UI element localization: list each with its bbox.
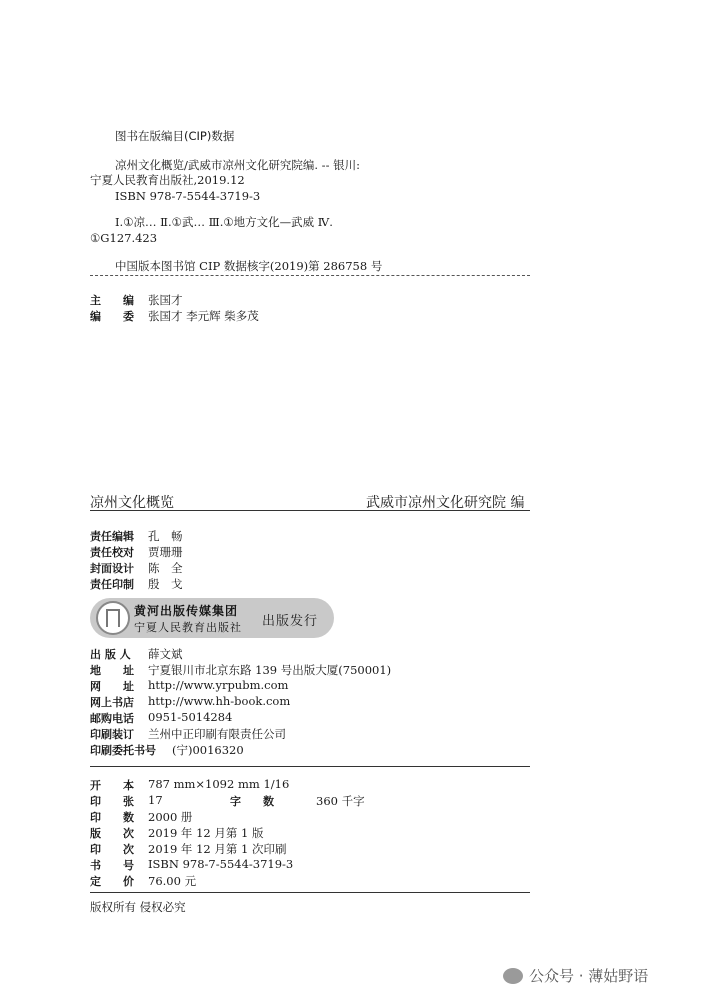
cip-line-3: ISBN 978-7-5544-3719-3 [115, 189, 261, 203]
staff-label-2: 责任校对 [90, 546, 134, 559]
specs-divider [90, 892, 530, 893]
staff-label-4: 责任印制 [90, 578, 134, 591]
publisher-emblem-icon [96, 601, 130, 635]
cip-divider [90, 275, 530, 276]
edition-label: 版 次 [90, 827, 134, 840]
printer-label: 印刷装订 [90, 728, 134, 741]
printer-value: 兰州中正印刷有限责任公司 [148, 727, 286, 741]
print-order-value: (宁)0016320 [172, 743, 244, 757]
isbn-value: ISBN 978-7-5544-3719-3 [148, 857, 294, 871]
isbn-label: 书 号 [90, 859, 134, 872]
publisher-label: 出 版 人 [90, 648, 131, 661]
staff-value-3: 陈 全 [148, 561, 183, 575]
cip-line-6: 中国版本图书馆 CIP 数据核字(2019)第 286758 号 [115, 259, 383, 273]
staff-value-4: 殷 戈 [148, 577, 183, 591]
publisher-distribution-label: 出版发行 [262, 614, 319, 629]
words-value: 360 千字 [316, 794, 365, 808]
publisher-group-name: 黄河出版传媒集团 [134, 604, 239, 618]
print-qty-label: 印 数 [90, 811, 134, 824]
website-label: 网 址 [90, 680, 134, 693]
committee-value: 张国才 李元辉 柴多茂 [148, 309, 259, 323]
words-label: 字 数 [230, 795, 274, 808]
impression-value: 2019 年 12 月第 1 次印刷 [148, 842, 287, 856]
online-store-value[interactable]: http://www.hh-book.com [148, 694, 291, 708]
staff-label-1: 责任编辑 [90, 530, 134, 543]
address-value: 宁夏银川市北京东路 139 号出版大厦(750001) [148, 663, 392, 677]
cip-line-4: Ⅰ.①凉… Ⅱ.①武… Ⅲ.①地方文化—武威 Ⅳ. [115, 215, 333, 229]
cip-line-1: 凉州文化概览/武威市凉州文化研究院编. -- 银川: [115, 158, 360, 172]
book-author: 武威市凉州文化研究院 编 [366, 495, 525, 511]
chief-editor-label: 主 编 [90, 294, 134, 307]
format-label: 开 本 [90, 779, 134, 792]
chief-editor-value: 张国才 [148, 293, 183, 307]
copyright-notice: 版权所有 侵权必究 [90, 900, 186, 914]
watermark-text: 公众号 · 薄姑野语 [529, 967, 649, 985]
print-qty-value: 2000 册 [148, 810, 193, 824]
format-value: 787 mm×1092 mm 1/16 [148, 777, 290, 791]
staff-value-2: 贾珊珊 [148, 545, 183, 559]
publisher-house-name: 宁夏人民教育出版社 [134, 621, 242, 634]
address-label: 地 址 [90, 664, 134, 677]
title-divider [90, 510, 530, 511]
website-value[interactable]: http://www.yrpubm.com [148, 678, 289, 692]
watermark [503, 965, 648, 986]
edition-value: 2019 年 12 月第 1 版 [148, 826, 264, 840]
cip-title: 图书在版编目(CIP)数据 [115, 129, 235, 143]
info-divider [90, 766, 530, 767]
online-store-label: 网上书店 [90, 696, 134, 709]
impression-label: 印 次 [90, 843, 134, 856]
staff-label-3: 封面设计 [90, 562, 134, 575]
committee-label: 编 委 [90, 310, 134, 323]
wechat-icon [503, 968, 523, 984]
price-label: 定 价 [90, 875, 134, 888]
cip-line-5: ①G127.423 [90, 231, 158, 245]
publisher-value: 薛文斌 [148, 647, 183, 661]
book-title: 凉州文化概览 [90, 495, 174, 511]
staff-value-1: 孔 畅 [148, 529, 183, 543]
sheets-value: 17 [148, 793, 163, 807]
sheets-label: 印 张 [90, 795, 134, 808]
cip-line-2: 宁夏人民教育出版社,2019.12 [90, 173, 245, 187]
mail-order-label: 邮购电话 [90, 712, 134, 725]
print-order-label: 印刷委托书号 [90, 744, 156, 757]
publisher-logo [90, 598, 334, 638]
mail-order-value: 0951-5014284 [148, 710, 233, 724]
price-value: 76.00 元 [148, 874, 197, 888]
